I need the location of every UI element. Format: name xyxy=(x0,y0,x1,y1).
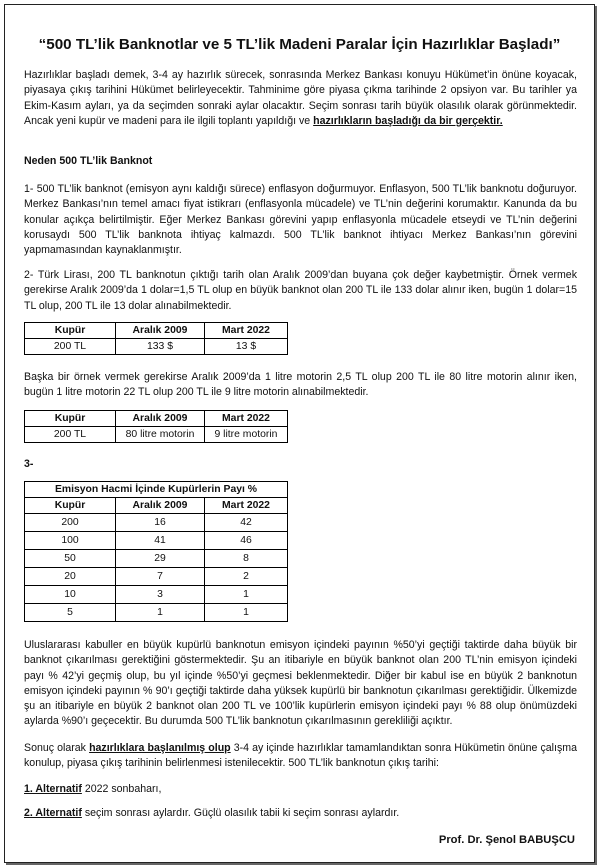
table-dollar-value xyxy=(24,322,288,355)
conclusion-paragraph xyxy=(24,741,577,772)
table-row xyxy=(25,550,288,568)
table-cell: 46 xyxy=(205,532,288,550)
table-cell: 100 xyxy=(25,532,116,550)
table-header-cell: Aralık 2009 xyxy=(116,411,205,427)
table-cell: 200 xyxy=(25,514,116,532)
table-header-cell: Kupür xyxy=(25,411,116,427)
point-3-label: 3- xyxy=(24,458,34,470)
table-cell: 42 xyxy=(205,514,288,532)
table-cell: 2 xyxy=(205,568,288,586)
table-emission-share xyxy=(24,481,288,622)
table-cell: 200 TL xyxy=(25,339,116,355)
table-cell: 1 xyxy=(205,586,288,604)
table-cell: 8 xyxy=(205,550,288,568)
table-header-cell: Kupür xyxy=(25,323,116,339)
table-caption: Emisyon Hacmi İçinde Kupürlerin Payı % xyxy=(25,482,288,498)
conclusion-after: 3-4 ay içinde hazırlıklar tamamlandıktan sonra Hükümetin önüne çalışma konulup, piyasa çıkış tarihinin belirlenmesi istenilecektir. 500 TL’lik banknotun çıkış tarihi: xyxy=(24,742,577,770)
table-header-cell: Mart 2022 xyxy=(205,411,288,427)
alternative-text: 2022 sonbaharı, xyxy=(81,783,162,795)
point-3-paragraph: Uluslararası kabuller en büyük kupürlü banknotun emisyon içindeki payının %50’yi geçtiği taktirde daha büyük bir banknot çıkarılması gerektiğini göstermektedir. Şu an itibariyle en büyük banknot olan 200 TL’nin emisyon içindeki payı % 42’yi geçmiş olup, bu yıl içinde %50’yi geçmesi beklenmektedir. Diğer bir kabul ise en büyük 2 banknotun emisyon içindeki payının % 90’ı geçtiği taktirde daha yüksek kupürlü bir banknotun çıkarılması gerektiğidir. Ülkemizde şu an itibariyle en büyük 2 banknot olan 200 TL ve 100’lik kupürlerin emisyon içindeki payı % 88 olup önümüzdeki aylarda %90’ı geçecektir. Bu durumda 500 TL’lik banknotun çıkarılmasının gerekliliği açıktır. xyxy=(24,639,577,728)
conclusion-emphasis: hazırlıklara başlanılmış olup xyxy=(89,742,231,754)
table-header-cell: Aralık 2009 xyxy=(116,323,205,339)
table-header-cell: Mart 2022 xyxy=(205,498,288,514)
table-row xyxy=(25,604,288,622)
table-cell: 41 xyxy=(116,532,205,550)
alternative-label: 2. Alternatif xyxy=(24,807,82,819)
alternative-1 xyxy=(24,782,577,797)
alternative-label: 1. Alternatif xyxy=(24,783,82,795)
table-cell: 13 $ xyxy=(205,339,288,355)
table-cell: 20 xyxy=(25,568,116,586)
table-row xyxy=(25,427,288,443)
table-cell: 133 $ xyxy=(116,339,205,355)
table-cell: 3 xyxy=(116,586,205,604)
intro-paragraph xyxy=(24,68,577,129)
table-header-row xyxy=(25,411,288,427)
table-header-row xyxy=(25,498,288,514)
point-1-paragraph: 1- 500 TL’lik banknot (emisyon aynı kaldığı sürece) enflasyon doğurmuyor. Enflasyon, 500 TL’lik banknotu doğuruyor. Merkez Bankası’nın temel amacı fiyat istikrarı (enflasyonla mücadele) ve TL’nin değerini korumaktır. Kanunda da bu konular açıkça belirtilmiştir. Eğer Merkez Bankası görevini yapıp enflasyonla mücadele etseydi ve TL’nin değerini korusaydı 500 TL’lik banknota ihtiyaç kalmazdı. 500 TL’lik banknot ihtiyacı Merkez Bankası’nın görevini yapmamasından kaynaklanmıştır. xyxy=(24,183,577,257)
alternative-text: seçim sonrası aylardır. Güçlü olasılık tabii ki seçim sonrası aylardır. xyxy=(81,807,400,819)
table-cell: 16 xyxy=(116,514,205,532)
intro-text: Hazırlıklar başladı demek, 3-4 ay hazırlık sürecek, sonrasında Merkez Bankası konuyu Hükümet’in önüne koyacak, piyasaya çıkış tarihini Hükümet belirleyecektir. Tahminime göre piyasa çıkma tarihinde 2 opsiyon var. Bu tarihler ya Ekim-Kasım ayları, ya da seçimden sonraki aylar olacaktır. Seçim sonrası tarih büyük olasılık olarak görünmektedir. Ancak yeni kupür ve madeni para ile ilgili toplantı yapıldığı ve xyxy=(24,69,577,127)
table-cell: 1 xyxy=(205,604,288,622)
table-header-cell: Aralık 2009 xyxy=(116,498,205,514)
table-header-row xyxy=(25,323,288,339)
conclusion-before: Sonuç olarak xyxy=(24,742,90,754)
alternative-2 xyxy=(24,806,577,821)
table-row xyxy=(25,339,288,355)
table-cell: 10 xyxy=(25,586,116,604)
point-2b-paragraph: Başka bir örnek vermek gerekirse Aralık 2009’da 1 litre motorin 2,5 TL olup 200 TL ile 80 litre motorin alınır iken, bugün 1 litre motorin 22 TL olup 200 TL ile 9 litre motorin alınabilmektedir. xyxy=(24,371,577,399)
point-2-paragraph: 2- Türk Lirası, 200 TL banknotun çıktığı tarih olan Aralık 2009’dan buyana çok değer kaybetmiştir. Örnek vermek gerekirse Aralık 2009’da 1 dolar=1,5 TL olup en büyük banknot olan 200 TL ile 133 dolar alınır iken, bugün 1 dolar=15 TL olup, 200 TL ile 13 dolar alınabilmektedir. xyxy=(24,269,577,312)
table-header-cell: Kupür xyxy=(25,498,116,514)
table-cell: 9 litre motorin xyxy=(205,427,288,443)
table-cell: 50 xyxy=(25,550,116,568)
table-header-cell: Mart 2022 xyxy=(205,323,288,339)
table-row xyxy=(25,514,288,532)
author-signature: Prof. Dr. Şenol BABUŞCU xyxy=(438,834,575,846)
table-row xyxy=(25,568,288,586)
table-cell: 200 TL xyxy=(25,427,116,443)
table-diesel-value xyxy=(24,410,288,443)
table-caption-row xyxy=(25,482,288,498)
table-row xyxy=(25,532,288,550)
table-cell: 29 xyxy=(116,550,205,568)
table-cell: 7 xyxy=(116,568,205,586)
intro-emphasis: hazırlıkların başladığı da bir gerçektir. xyxy=(313,114,503,127)
table-row xyxy=(25,586,288,604)
table-cell: 80 litre motorin xyxy=(116,427,205,443)
table-cell: 1 xyxy=(116,604,205,622)
document-title: “500 TL’lik Banknotlar ve 5 TL’lik Madeni Paralar İçin Hazırlıklar Başladı” xyxy=(38,36,561,53)
section-heading: Neden 500 TL’lik Banknot xyxy=(24,155,153,167)
table-cell: 5 xyxy=(25,604,116,622)
